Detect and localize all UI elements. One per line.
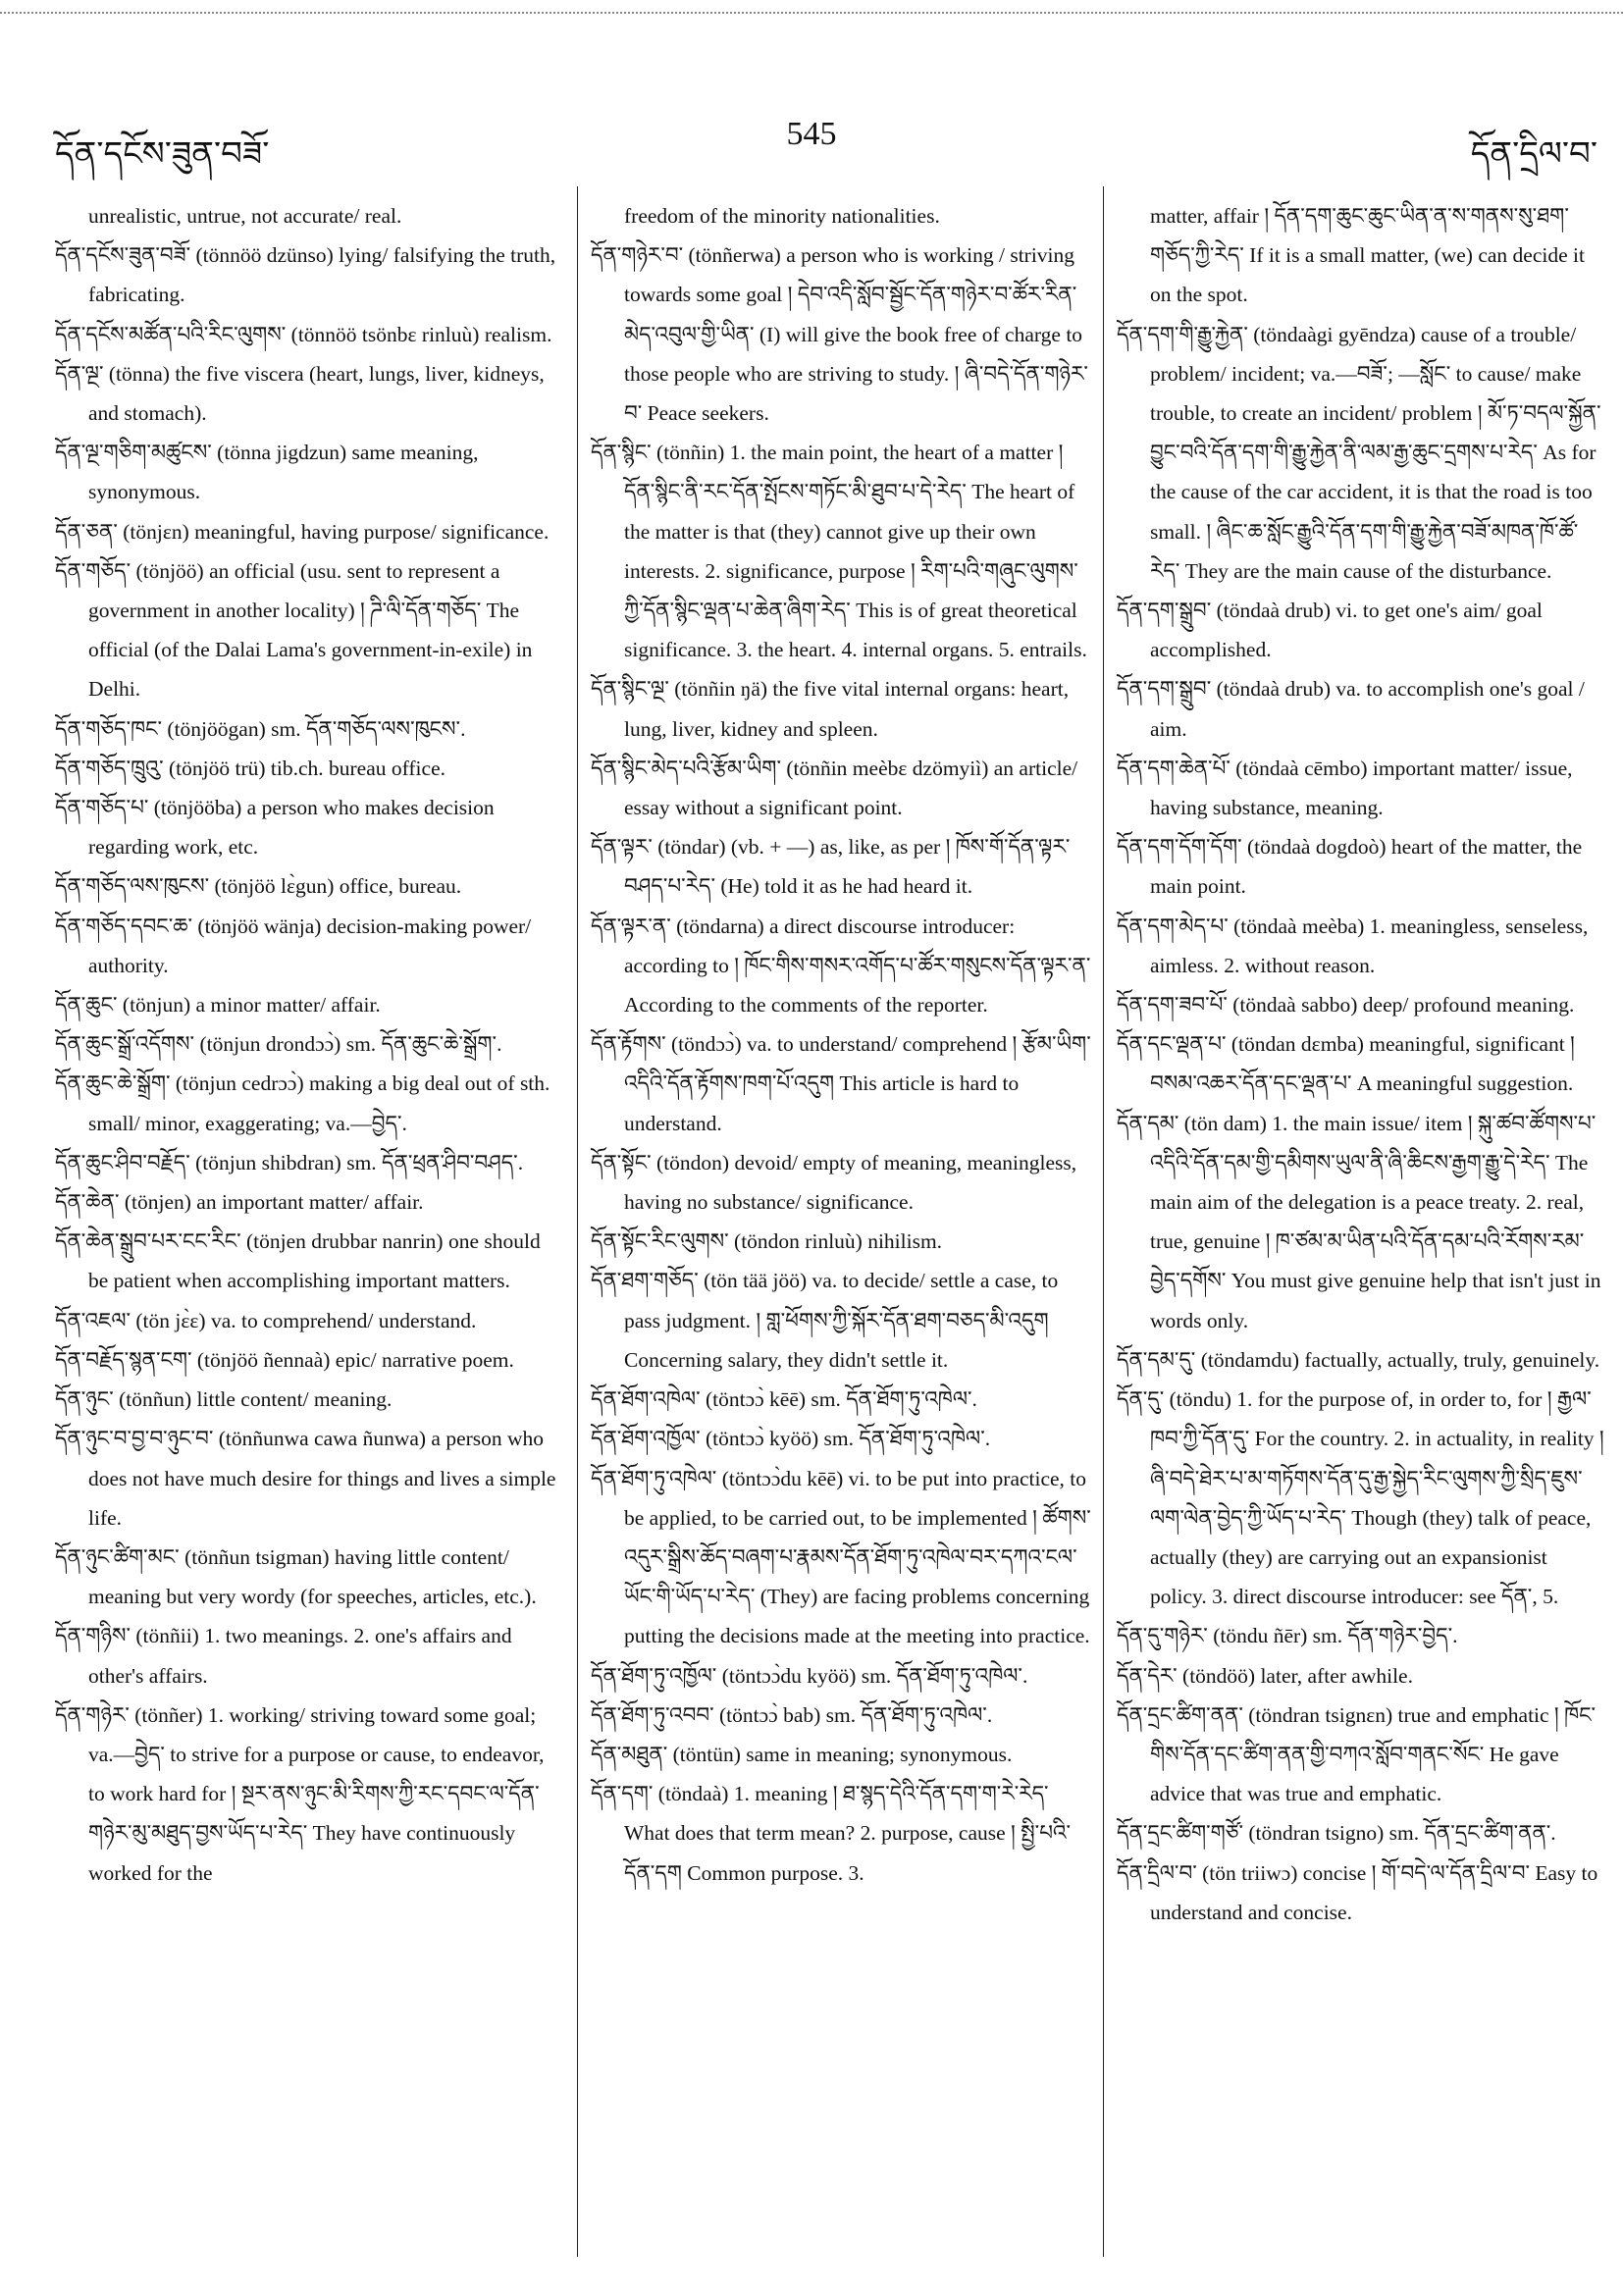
dictionary-entry: དོན་གཅོད་ (tönjöö) an official (usu. sent to represent a government in another locality) ། ཌི་ལི་དོན་གཅོད་ The official (of the Dalai Lama's government-in-exile) in Delhi. [55, 558, 533, 702]
dictionary-entry: matter, affair ། དོན་དག་ཆུང་ཆུང་ཡིན་ན་ས་གནས་སུ་ཐག་གཅོད་ཀྱི་རེད་ If it is a small matter, (we) can decide it on the spot. [1150, 204, 1585, 307]
dictionary-entry: དོན་ཐོག་ཏུ་འཁེལ་ (töntɔɔ̀du kēē) vi. to be put into practice, to be applied, to be carried out, to be implemented ། ཚོགས་འདུར་སྒྲིས་ཆོད་བཞག་པ་རྣམས་དོན་ཐོག་ཏུ་འཁེལ་བར་དཀའ་ངལ་ཡོང་གི་ཡོད་པ་རེད་ (They) are facing problems concerning putting the decisions made at the meeting into practice. [591, 1466, 1091, 1648]
page-number: 545 [786, 116, 837, 152]
dictionary-entry: དོན་འཇལ་ (tön jɛ̀ɛ) va. to comprehend/ understand. [55, 1308, 477, 1332]
dictionary-entry: དོན་དམ་དུ་ (töndamdu) factually, actually, truly, genuinely. [1117, 1347, 1600, 1372]
dictionary-entry: དོན་དེར་ (töndöö) later, after awhile. [1117, 1663, 1413, 1688]
dictionary-entry: དོན་མཐུན་ (töntün) same in meaning; synonymous. [591, 1742, 1013, 1766]
dictionary-entry: དོན་བརྗོད་སྙན་ངག་ (tönjöö ñennaà) epic/ narrative poem. [55, 1347, 514, 1372]
dictionary-entry: དོན་ཆེན་སྒྲུབ་པར་ངང་རིང་ (tönjen drubbar nanrin) one should be patient when accomplishing important matters. [55, 1229, 541, 1293]
column-right [1117, 196, 1607, 2237]
dictionary-entry: དོན་སྙིང་ལྔ་ (tönñin ŋä) the five vital internal organs: heart, lung, liver, kidney and spleen. [591, 677, 1070, 741]
dictionary-entry: དོན་སྟོང་ (töndon) devoid/ empty of meaning, meaningless, having no substance/ significance. [591, 1150, 1077, 1215]
dictionary-entry: དོན་གཅོད་དབང་ཆ་ (tönjöö wänja) decision-making power/ authority. [55, 913, 532, 977]
dictionary-entry: དོན་ཆུང་ཤིབ་བརྗོད་ (tönjun shibdran) sm. དོན་ཕྲན་ཤིབ་བཤད་. [55, 1150, 524, 1174]
dictionary-entry: དོན་དག་ཆེན་པོ་ (töndaà cēmbo) important matter/ issue, having substance, meaning. [1117, 756, 1573, 820]
dictionary-entry: དོན་ཐོག་འཁེལ་ (töntɔɔ̀ kēē) sm. དོན་ཐོག་ཏུ་འཁེལ་. [591, 1387, 977, 1412]
column-divider-2 [1103, 186, 1104, 2257]
column-left [55, 196, 565, 2237]
dictionary-entry: དོན་དངོས་མཚོན་པའི་རིང་ལུགས་ (tönnöö tsönbɛ rinluù) realism. [55, 322, 552, 346]
header-right-headword: དོན་དྲིལ་བ་ [1470, 136, 1597, 173]
dictionary-entry: དོན་དག་ཟབ་པོ་ (töndaà sabbo) deep/ profound meaning. [1117, 993, 1575, 1018]
dictionary-entry: དོན་དྲིལ་བ་ (tön triiwɔ) concise ། གོ་བདེ་ལ་དོན་དྲིལ་བ་ Easy to understand and concise. [1117, 1860, 1598, 1924]
dictionary-entry: དོན་དག་ (töndaà) 1. meaning ། ཐ་སྙད་དེའི་དོན་དག་ག་རེ་རེད་ What does that term mean? 2. purpose, cause ། སྤྱི་པའི་དོན་དག Common purpose. 3. [591, 1782, 1072, 1885]
dictionary-entry: unrealistic, untrue, not accurate/ real. [88, 204, 402, 228]
dictionary-entry: དོན་ཆུང་ཆེ་སྒྲོག་ (tönjun cedrɔɔ̀) making a big deal out of sth. small/ minor, exaggerating; va.—བྱེད་. [55, 1071, 550, 1135]
dictionary-entry: དོན་དྲང་ཚིག་ནན་ (töndran tsignɛn) true and emphatic ། ཁོང་གིས་དོན་དང་ཚིག་ནན་གྱི་བཀའ་སློབ་གནང་སོང་ He gave advice that was true and emphatic. [1117, 1702, 1597, 1806]
page-top-border [0, 12, 1623, 14]
dictionary-entry: དོན་གཉིས་ (tönñii) 1. two meanings. 2. one's affairs and other's affairs. [55, 1624, 512, 1688]
dictionary-entry: དོན་དག་དོག་དོག་ (töndaà dogdoò) heart of the matter, the main point. [1117, 835, 1583, 899]
dictionary-entry: དོན་ཐག་གཅོད་ (tön tää jöö) va. to decide/ settle a case, to pass judgment. ། གླ་ཕོགས་ཀྱི་སྐོར་དོན་ཐག་བཅད་མི་འདུག Concerning salary, they didn't settle it. [591, 1269, 1059, 1372]
dictionary-entry: དོན་དངོས་ཟུན་བཟོ་ (tönnöö dzünso) lying/ falsifying the truth, fabricating. [55, 243, 556, 307]
dictionary-entry: དོན་ཉུང་བ་བྱ་བ་ཉུང་བ་ (tönñunwa cawa ñunwa) a person who does not have much desire for things and lives a simple life. [55, 1427, 556, 1530]
dictionary-entry: དོན་དུ་གཉེར་ (töndu ñēr) sm. དོན་གཉེར་བྱེད་. [1117, 1624, 1458, 1648]
dictionary-entry: freedom of the minority nationalities. [624, 204, 940, 228]
dictionary-entry: དོན་ཐོག་ཏུ་འབབ་ (töntɔɔ̀ bab) sm. དོན་ཐོག་ཏུ་འཁེལ་. [591, 1702, 993, 1727]
dictionary-entry: དོན་ཆེན་ (tönjen) an important matter/ affair. [55, 1190, 424, 1215]
dictionary-entry: དོན་དག་སྒྲུབ་ (töndaà drub) va. to accomplish one's goal / aim. [1117, 677, 1585, 741]
dictionary-entry: དོན་དག་སྒྲུབ་ (töndaà drub) vi. to get one's aim/ goal accomplished. [1117, 599, 1543, 662]
header-left-headword: དོན་དངོས་ཟུན་བཟོ་ [55, 136, 270, 173]
dictionary-entry: དོན་ལྔ་ (tönna) the five viscera (heart, lungs, liver, kidneys, and stomach). [55, 361, 545, 426]
dictionary-entry: དོན་ཉུང་ (tönñun) little content/ meaning. [55, 1387, 393, 1412]
dictionary-entry: དོན་གཅོད་ཁང་ (tönjöögan) sm. དོན་གཅོད་ལས་ཁུངས་. [55, 716, 466, 741]
dictionary-entry: དོན་ཐོག་ཏུ་འཁྱོལ་ (töntɔɔ̀du kyöö) sm. དོན་ཐོག་ཏུ་འཁེལ་. [591, 1663, 1028, 1688]
dictionary-entry: དོན་གཉེར་ (tönñer) 1. working/ striving toward some goal; va.—བྱེད་ to strive for a purpose or cause, to endeavor, to work hard for ། སྔར་ནས་ཉུང་མི་རིགས་ཀྱི་རང་དབང་ལ་དོན་གཉེར་མུ་མཐུད་བྱས་ཡོད་པ་རེད་ They have continuously worked for the [55, 1702, 545, 1885]
dictionary-entry: དོན་ཐོག་འཁྱོལ་ (töntɔɔ̀ kyöö) sm. དོན་ཐོག་ཏུ་འཁེལ་. [591, 1427, 991, 1451]
dictionary-entry: དོན་ཆུང་སྒྲོ་འདོགས་ (tönjun drondɔɔ̀) sm. དོན་ཆུང་ཆེ་སྒྲོག་. [55, 1032, 502, 1057]
dictionary-entry: དོན་དམ་ (tön dam) 1. the main issue/ item ། སྐུ་ཚབ་ཚོགས་པ་འདིའི་དོན་དམ་གྱི་དམིགས་ཡུལ་ནི་ཞི་ཆིངས་རྒྱག་རྒྱུ་དེ་རེད་ The main aim of the delegation is a peace treaty. 2. real, true, genuine ། ཁ་ཙམ་མ་ཡིན་པའི་དོན་དམ་པའི་རོགས་རམ་བྱེད་དགོས་ You must give genuine help that isn't just in words only. [1117, 1111, 1601, 1332]
dictionary-entry: དོན་ཆུང་ (tönjun) a minor matter/ affair. [55, 993, 381, 1018]
dictionary-entry: དོན་ལྟར་ན་ (töndarna) a direct discourse introducer: according to ། ཁོང་གིས་གསར་འགོད་པ་ཚོར་གསུངས་དོན་ལྟར་ན་ According to the comments of the reporter. [591, 913, 1091, 1018]
dictionary-entry: དོན་སྙིང་ (tönñin) 1. the main point, the heart of a matter ། དོན་སྙིང་ནི་རང་དོན་སྤོངས་གཏོང་མི་ཐུབ་པ་དེ་རེད་ The heart of the matter is that (they) cannot give up their own interests. 2. significance, purpose ། རིག་པའི་གཞུང་ལུགས་ཀྱི་དོན་སྙིང་ལྡན་པ་ཆེན་ཞིག་རེད་ This is of great theoretical significance. 3. the heart. 4. internal organs. 5. entrails. [591, 441, 1087, 662]
column-divider-1 [577, 186, 578, 2257]
dictionary-entry: དོན་དྲང་ཚིག་གཙོ་ (töndran tsigno) sm. དོན་དྲང་ཚིག་ནན་. [1117, 1821, 1556, 1846]
dictionary-entry: དོན་དང་ལྡན་པ་ (töndan dɛmba) meaningful, significant ། བསམ་འཆར་དོན་དང་ལྡན་པ་ A meaningful suggestion. [1117, 1032, 1575, 1096]
dictionary-entry: དོན་དག་གི་རྒྱུ་རྐྱེན་ (töndaàgi gyēndza) cause of a trouble/ problem/ incident; va.—བཟོ་; —སློང་ to cause/ make trouble, to create an incident/ problem ། མོ་ཏ་བདལ་སྐྱོན་བྱུང་བའི་དོན་དག་གི་རྒྱུ་རྐྱེན་ནི་ལམ་རྒྱ་ཆུང་དྲགས་པ་རེད་ As for the cause of the car accident, it is that the road is too small. ། ཞིང་ཆ་སློང་རྒྱུའི་དོན་དག་གི་རྒྱུ་རྐྱེན་བཟོ་མཁན་ཁོ་ཚོ་རེད་ They are the main cause of the disturbance. [1117, 322, 1601, 583]
dictionary-entry: དོན་ཅན་ (tönjɛn) meaningful, having purpose/ significance. [55, 519, 550, 544]
column-middle [591, 196, 1091, 2237]
dictionary-entry: དོན་ལྟར་ (töndar) (vb. + —) as, like, as per ། ཁོས་གོ་དོན་ལྟར་བཤད་པ་རེད་ (He) told it as he had heard it. [591, 835, 1071, 899]
dictionary-entry: དོན་སྙིང་མེད་པའི་རྩོམ་ཡིག་ (tönñin meèbɛ dzömyiì) an article/ essay without a significant point. [591, 756, 1078, 820]
dictionary-entry: དོན་སྟོང་རིང་ལུགས་ (töndon rinluù) nihilism. [591, 1229, 943, 1254]
dictionary-entry: དོན་གཉེར་བ་ (tönñerwa) a person who is working / striving towards some goal ། དེབ་འདི་སློབ་སྦྱོང་དོན་གཉེར་བ་ཚོར་རིན་མེད་འབུལ་གྱི་ཡིན་ (I) will give the book free of charge to those people who are striving to study. ། ཞི་བདེ་དོན་གཉེར་བ་ Peace seekers. [591, 243, 1088, 426]
dictionary-entry: དོན་དུ་ (töndu) 1. for the purpose of, in order to, for ། རྒྱལ་ཁབ་ཀྱི་དོན་དུ་ For the country. 2. in actuality, in reality ། ཞི་བདེ་ཐེར་པ་མ་གཏོགས་དོན་དུ་རྒྱ་སྐྱེད་རིང་ལུགས་ཀྱི་སྲིད་ཇུས་ལག་ལེན་བྱེད་ཀྱི་ཡོད་པ་རེད་ Though (they) talk of peace, actually (they) are carrying out an expansionist policy. 3. direct discourse introducer: see དོན་, 5. [1117, 1387, 1604, 1609]
dictionary-entry: དོན་རྟོགས་ (töndɔɔ̀) va. to understand/ comprehend ། རྩོམ་ཡིག་འདིའི་དོན་རྟོགས་ཁག་པོ་འདུག This article is hard to understand. [591, 1032, 1091, 1135]
dictionary-entry: དོན་དག་མེད་པ་ (töndaà meèba) 1. meaningless, senseless, aimless. 2. without reason. [1117, 913, 1589, 977]
dictionary-entry: དོན་གཅོད་པ་ (tönjööba) a person who makes decision regarding work, etc. [55, 796, 495, 860]
dictionary-entry: དོན་གཅོད་ཁྲུའུ་ (tönjöö trü) tib.ch. bureau office. [55, 756, 445, 780]
dictionary-entry: དོན་གཅོད་ལས་ཁུངས་ (tönjöö lɛ̀gun) office, bureau. [55, 874, 462, 899]
dictionary-entry: དོན་ལྔ་གཅིག་མཚུངས་ (tönna jigdzun) same meaning, synonymous. [55, 441, 479, 504]
dictionary-entry: དོན་ཉུང་ཚིག་མང་ (tönñun tsigman) having little content/ meaning but very wordy (for speeches, articles, etc.). [55, 1544, 537, 1609]
